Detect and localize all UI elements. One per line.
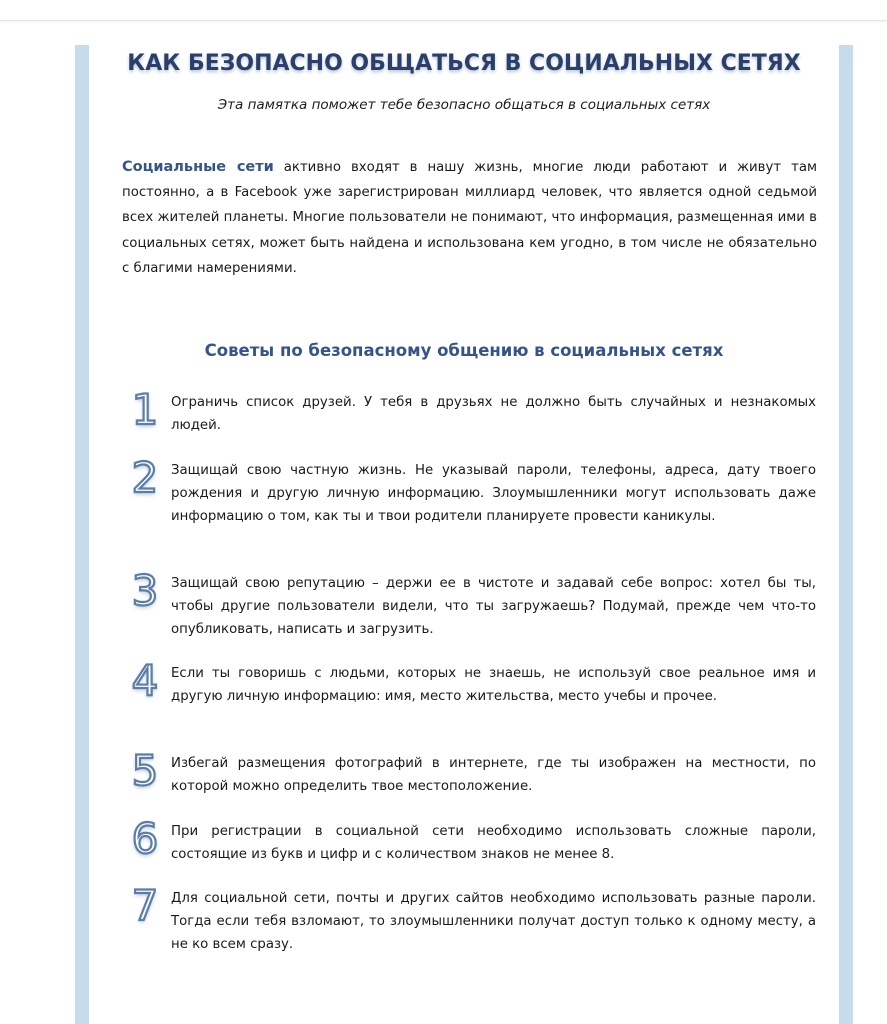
intro-accent: Социальные сети [122,159,274,175]
tip-number-icon: 1 [131,385,159,434]
tip-number-icon: 5 [131,746,159,795]
tip-text: Защищай свою репутацию – держи ее в чистоте и задавай себе вопрос: хотел бы ты, чтобы другие пользователи видели, что ты загружаешь? Подумай, прежде чем что-то опубликовать, написать и загрузить. [171,576,816,637]
tip-number-icon: 3 [131,566,159,615]
tip-text: Для социальной сети, почты и других сайтов необходимо использовать разные пароли. Тогда если тебя взломают, то злоумышленники получат доступ только к одному месту, а не ко всем сразу. [171,891,816,952]
top-bar [0,0,887,21]
tip-number-icon: 7 [131,881,159,930]
page-title: КАК БЕЗОПАСНО ОБЩАТЬСЯ В СОЦИАЛЬНЫХ СЕТЯХ [127,51,801,76]
right-border-strip [839,45,853,1024]
section-title: Советы по безопасному общению в социальных сетях [204,341,724,360]
tip-text: При регистрации в социальной сети необходимо использовать сложные пароли, состоящие из букв и цифр и с количеством знаков не менее 8. [171,824,816,862]
memo-page [89,45,839,1024]
tip-number-icon: 4 [131,656,159,705]
tip-text: Избегай размещения фотографий в интернете, где ты изображен на местности, по которой можно определить твое местоположение. [171,756,816,794]
tip-number-icon: 6 [131,814,159,863]
tip-text: Ограничь список друзей. У тебя в друзьях не должно быть случайных и незнакомых людей. [171,395,816,433]
intro-paragraph [122,155,817,281]
tip-number-icon: 2 [131,453,159,502]
left-border-strip [75,45,89,1024]
page-subtitle: Эта памятка поможет тебе безопасно общаться в социальных сетях [217,97,711,113]
tip-text: Если ты говоришь с людьми, которых не знаешь, не используй свое реальное имя и другую личную информацию: имя, место жительства, место учебы и прочее. [171,666,816,704]
tip-text: Защищай свою частную жизнь. Не указывай пароли, телефоны, адреса, дату твоего рождения и другую личную информацию. Злоумышленники могут использовать даже информацию о том, как ты и твои родители планируете провести каникулы. [171,463,816,524]
intro-text: активно входят в нашу жизнь, многие люди работают и живут там постоянно, а в Facebook уже зарегистрирован миллиард человек, что является одной седьмой всех жителей планеты. Многие пользователи не понимают, что информация, размещенная ими в социальных сетях, может быть найдена и использована кем угодно, в том числе не обязательно с благими намерениями. [122,160,817,276]
